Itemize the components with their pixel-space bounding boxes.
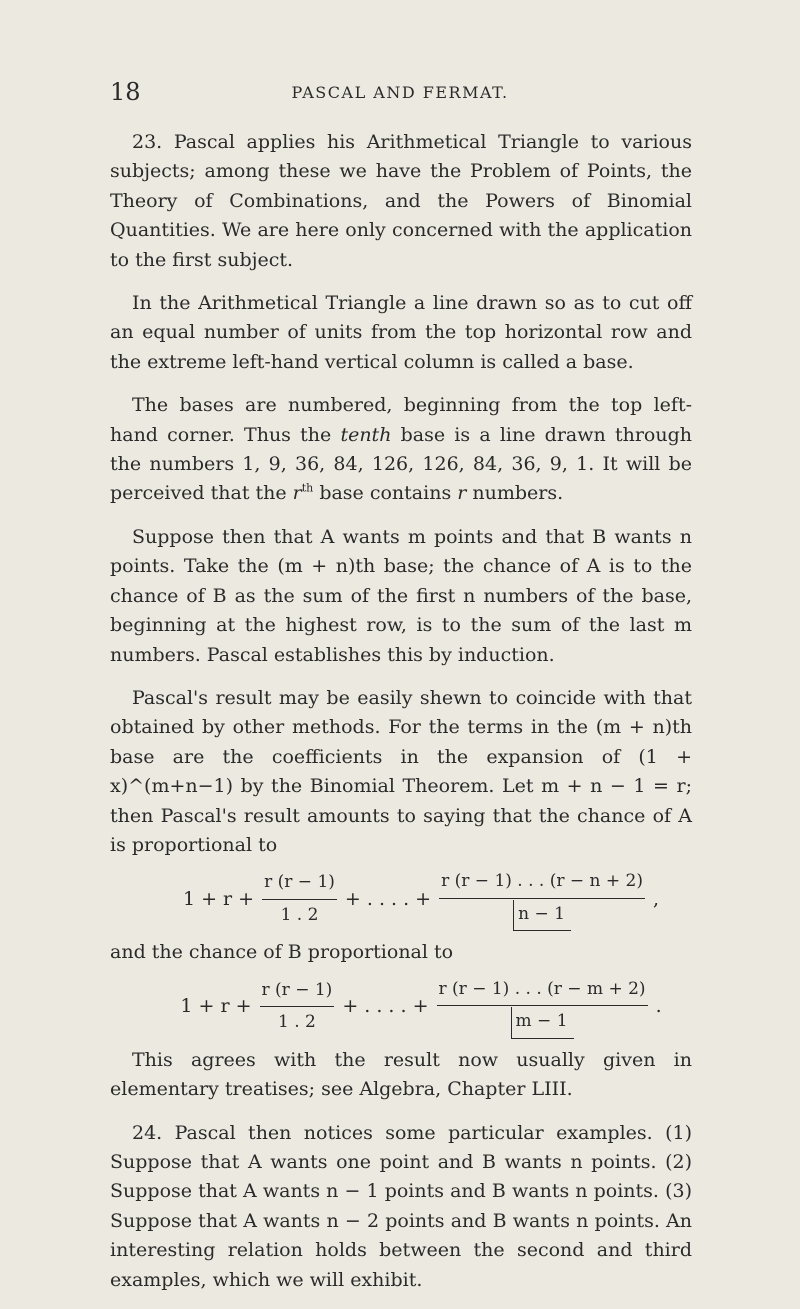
- paragraph-chance-b: and the chance of B proportional to: [110, 941, 454, 964]
- page-body: [110, 128, 692, 1309]
- page-number: 18: [110, 78, 141, 106]
- formula-chance-a: 1 + r + $\frac{r (r - 1)}{1 . 2}$ + . . . . + $\frac{r (r - 1) . . . (r - n + 2)}{n - 1}$ ,: [110, 870, 692, 928]
- paragraph-agrees: This agrees with the result now usually given in elementary treatises; see Algebra, Chapter LIII.: [110, 1048, 692, 1101]
- running-title: PASCAL AND FERMAT.: [291, 83, 509, 102]
- paragraph-bases-numbered: The bases are numbered, beginning from the top left-hand corner. Thus the tenth base is a line drawn through the numbers 1, 9, 36, 84, 126, 126, 84, 36, 9, 1. It will be perceived that the $r^{th}$ base contains r numbers.: [110, 394, 692, 505]
- formula-chance-b: 1 + r + $\frac{r (r - 1)}{1 . 2}$ + . . . . + $\frac{r (r - 1) . . . (r - m + 2)}{m - 1}$ .: [110, 978, 692, 1036]
- paragraph-24: 24. Pascal then notices some particular examples. (1) Suppose that A wants one point and B wants n points. (2) Suppose that A wants n − 1 points and B wants n points. (3) Suppose that A wants n − 2 points and B wants n points. An interesting relation holds between the second and third examples, which we will exhibit.: [110, 1121, 692, 1291]
- paragraph-base-definition: In the Arithmetical Triangle a line drawn so as to cut off an equal number of units from the top horizontal row and the extreme left-hand vertical column is called a base.: [110, 292, 692, 373]
- paragraph-result: Pascal's result may be easily shewn to coincide with that obtained by other methods. For the terms in the (m + n)th base are the coefficients in the expansion of (1 + x)^(m+n−1) by the Binomial Theorem. Let m + n − 1 = r; then Pascal's result amounts to saying that the chance of A is proportional to: [110, 686, 692, 856]
- paragraph-23: 23. Pascal applies his Arithmetical Triangle to various subjects; among these we have the Problem of Points, the Theory of Combinations, and the Powers of Binomial Quantities. We are here only concerned with the application to the first subject.: [110, 131, 692, 271]
- page-header: [110, 78, 690, 106]
- paragraph-points: Suppose then that A wants m points and that B wants n points. Take the (m + n)th base; the chance of A is to the chance of B as the sum of the first n numbers of the base, beginning at the highest row, is to the sum of the last m numbers. Pascal establishes this by induction.: [110, 525, 692, 666]
